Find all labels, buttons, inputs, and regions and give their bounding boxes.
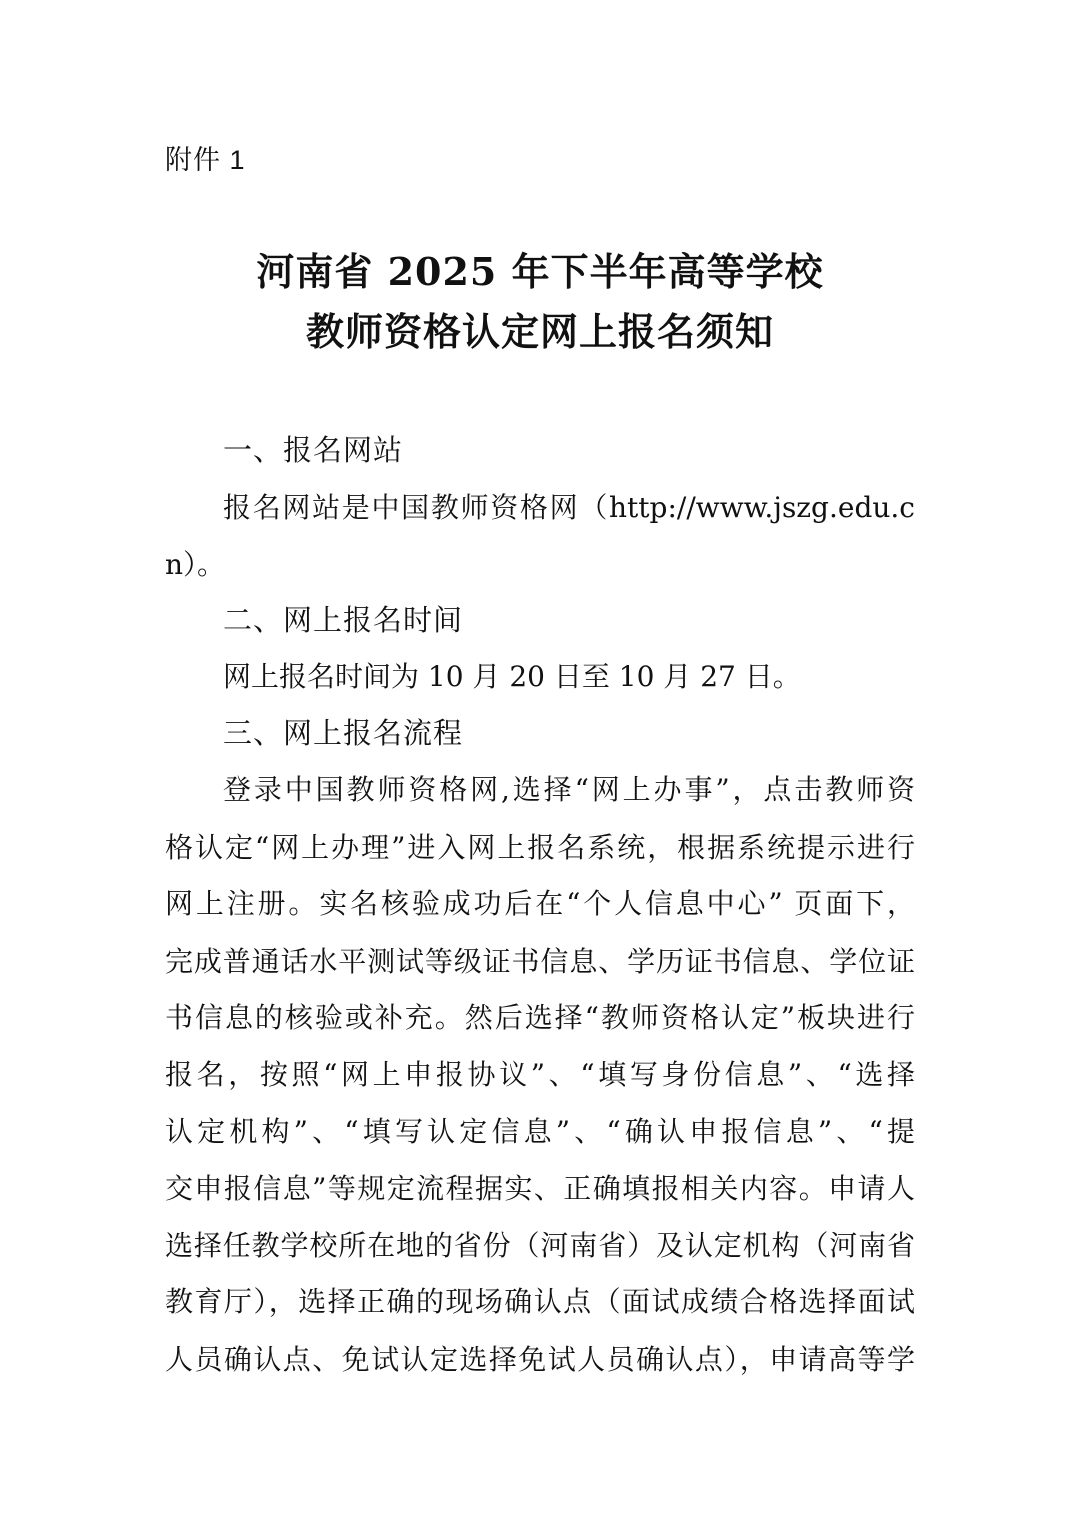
paragraph-line: n）。 <box>165 548 226 581</box>
section-heading-process: 三、网上报名流程 <box>223 716 464 750</box>
paragraph-line: 交申报信息”等规定流程据实、正确填报相关内容。申请人 <box>165 1172 915 1205</box>
paragraph-line: 网上报名时间为 10 月 20 日至 10 月 27 日。 <box>223 660 801 693</box>
paragraph-line: 完成普通话水平测试等级证书信息、学历证书信息、学位证 <box>165 945 915 978</box>
paragraph-line: 报名，按照“网上申报协议”、“填写身份信息”、“选择 <box>165 1058 915 1091</box>
section-heading-time: 二、网上报名时间 <box>223 603 464 637</box>
paragraph-line: 格认定“网上办理”进入网上报名系统，根据系统提示进行 <box>165 831 915 864</box>
paragraph-line: 网上注册。实名核验成功后在“个人信息中心” 页面下， <box>165 887 915 920</box>
document-title-line-1: 河南省 2025 年下半年高等学校 <box>256 249 824 294</box>
section-heading-website: 一、报名网站 <box>223 433 404 467</box>
document-title-line-2: 教师资格认定网上报名须知 <box>305 309 774 354</box>
paragraph-line: 认定机构”、“填写认定信息”、“确认申报信息”、“提 <box>165 1115 915 1148</box>
paragraph-line: 报名网站是中国教师资格网（http://www.jszg.edu.c <box>223 491 915 524</box>
attachment-label: 附件 1 <box>165 145 246 175</box>
paragraph-line: 教育厅），选择正确的现场确认点（面试成绩合格选择面试 <box>165 1285 915 1318</box>
paragraph-line: 书信息的核验或补充。然后选择“教师资格认定”板块进行 <box>165 1001 915 1034</box>
paragraph-line: 登录中国教师资格网,选择“网上办事”，点击教师资 <box>223 773 915 806</box>
paragraph-line: 选择任教学校所在地的省份（河南省）及认定机构（河南省 <box>165 1229 915 1262</box>
paragraph-line: 人员确认点、免试认定选择免试人员确认点），申请高等学 <box>165 1343 915 1376</box>
